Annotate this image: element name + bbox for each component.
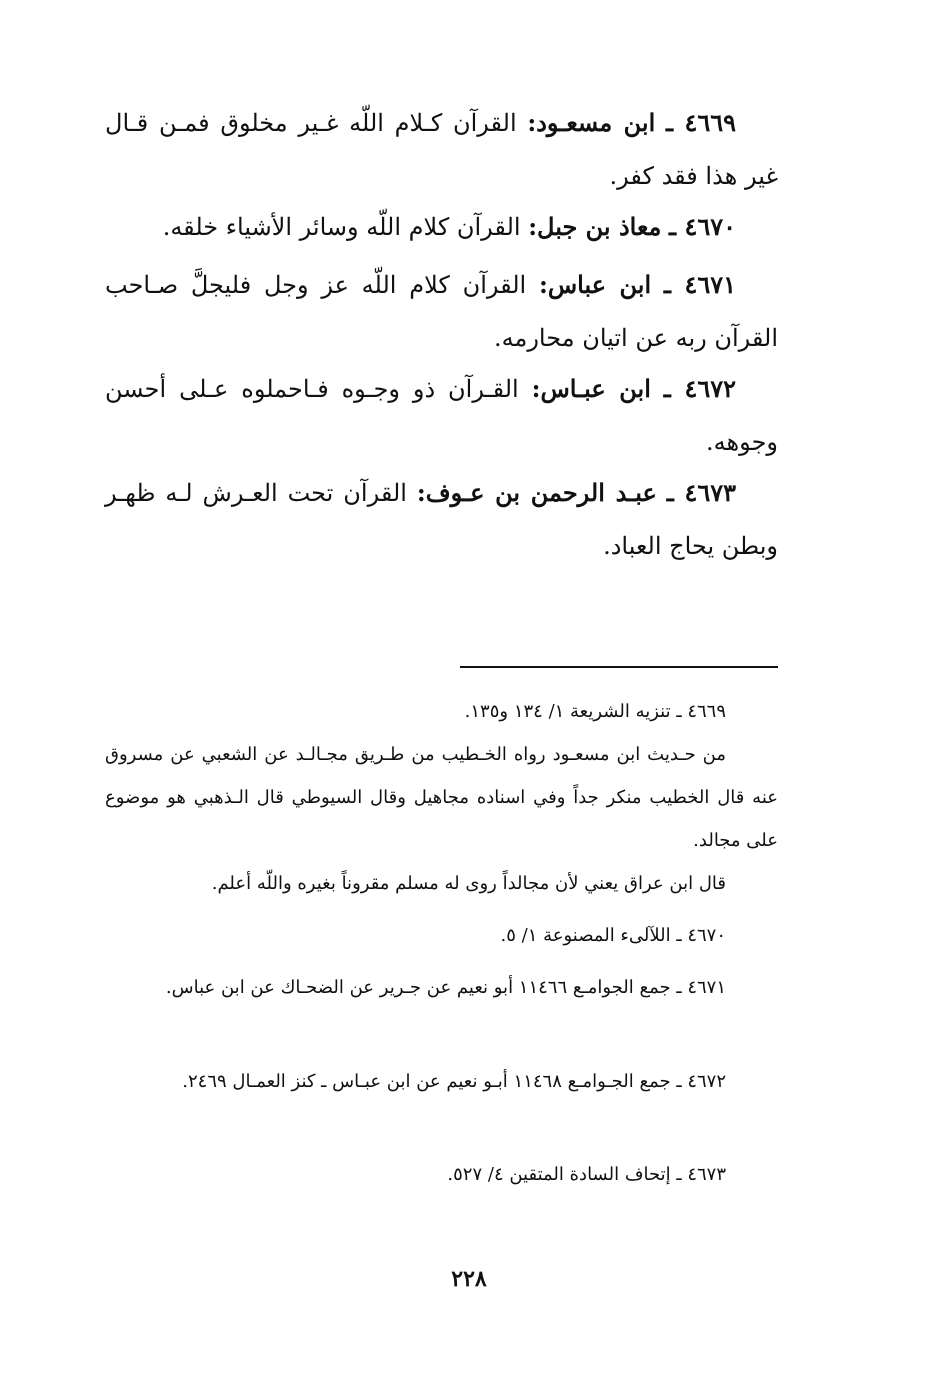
entry-narrator: ابن مسعـود:: [527, 108, 656, 137]
entry-narrator: عبـد الرحمن بن عـوف:: [416, 478, 657, 507]
footnote-4672: ٤٦٧٢ ـ جمع الجـوامـع ١١٤٦٨ أبـو نعيم عن ابن عبـاس ـ كنز العمـال ٢٤٦٩.: [182, 1071, 726, 1092]
entry-number: ٤٦٦٩ ـ: [665, 108, 737, 137]
entry-number: ٤٦٧٢ ـ: [663, 374, 736, 403]
footnote-4669-ibn-iraq: قال ابن عراق يعني لأن مجالداً روى له مسلم مقروناً بغيره واللّه أعلم.: [211, 873, 726, 894]
entry-text: القـرآن ذو وجـوه فـاحملوه عـلى أحسن وجوهه.: [105, 375, 778, 456]
footnote-4673: ٤٦٧٣ ـ إتحاف السادة المتقين ٤/ ٥٢٧.: [447, 1164, 726, 1185]
hadith-entry-4673: [105, 466, 778, 573]
entry-narrator: معاذ بن جبل:: [528, 212, 662, 241]
hadith-entry-4671: [105, 258, 778, 365]
entry-narrator: ابن عباس:: [539, 270, 652, 299]
entry-text: القرآن كلام اللّه عز وجل فليجلَّ صـاحب القرآن ربه عن اتيان محارمه.: [105, 271, 778, 352]
footnote-4669-source: ٤٦٦٩ ـ تنزيه الشريعة ١/ ١٣٤ و١٣٥.: [464, 701, 726, 722]
footnote-4670: ٤٦٧٠ ـ اللآلىء المصنوعة ١/ ٥.: [500, 925, 726, 946]
entry-number: ٤٦٧٣ ـ: [666, 478, 737, 507]
entry-text: القرآن كلام اللّه وسائر الأشياء خلقه.: [162, 213, 521, 241]
footnote-4671: ٤٦٧١ ـ جمع الجوامـع ١١٤٦٦ أبو نعيم عن جـرير عن الضحـاك عن ابن عباس.: [165, 977, 726, 998]
footnote-4669-commentary: من حـديث ابن مسعـود رواه الخـطيب من طـريق مجـالـد عن الشعبي عن مسروق عنه قال الخطيب منكر جداً وفي اسناده مجاهيل وقال السيوطي قال الـذهبي هو موضوع على مجالد.: [105, 744, 778, 851]
hadith-entry-4670: [105, 200, 778, 254]
hadith-entry-4669: [105, 96, 778, 203]
entry-number: ٤٦٧١ ـ: [663, 270, 736, 299]
entry-text: القرآن تحت العـرش لـه ظهـر وبطن يحاج العباد.: [105, 479, 778, 560]
entry-narrator: ابن عبـاس:: [531, 374, 651, 403]
entry-number: ٤٦٧٠ ـ: [669, 212, 736, 241]
footnote-separator: [460, 666, 778, 668]
hadith-entry-4672: [105, 362, 778, 469]
page-number: ٢٢٨: [451, 1266, 487, 1292]
entry-text: القرآن كـلام اللّه غـير مخلوق فمـن قـال غير هذا فقد كفر.: [105, 109, 778, 190]
